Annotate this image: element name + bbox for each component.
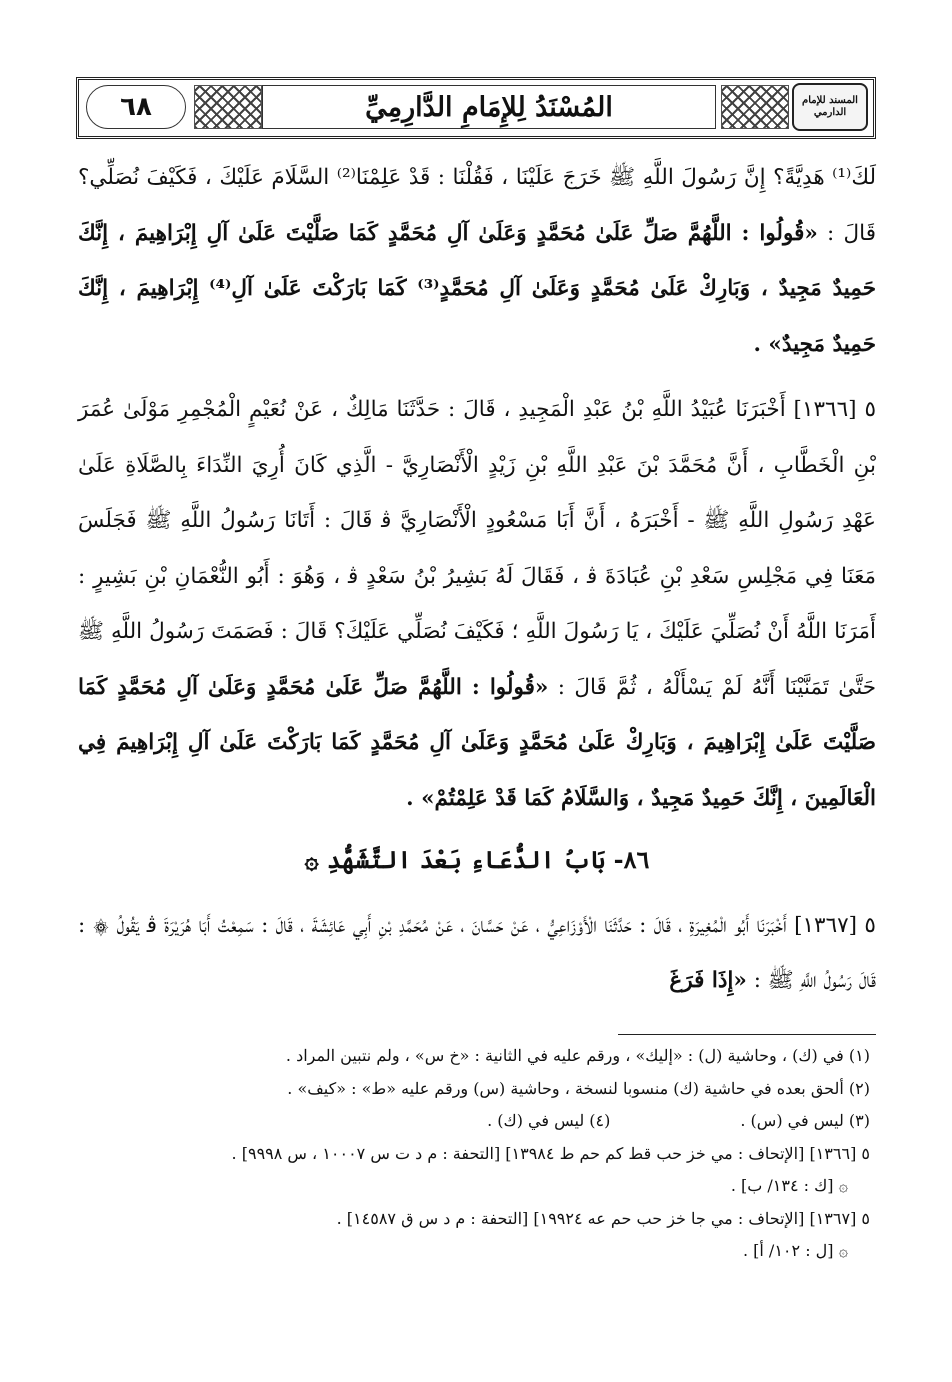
hadith-1366-text: ٥ [١٣٦٦] أَخْبَرَنَا عُبَيْدُ اللَّهِ بْنُ عَبْدِ الْمَجِيدِ ، قَالَ : حَدَّثَنَا مَالِكٌ ، عَنْ نُعَيْمٍ الْمُجْمِرِ مَوْلَىٰ عُمَرَ بْنِ الْخَطَّابِ ، أَنَّ مُحَمَّدَ بْنَ عَبْدِ اللَّهِ بْنِ زَيْدٍ الْأَنْصَارِيَّ - الَّذِي كَانَ أُرِيَ النِّدَاءَ بِالصَّلَاةِ عَلَىٰ عَهْدِ رَسُولِ اللَّهِ ﷺ - أَخْبَرَهُ ، أَنَّ أَبَا مَسْعُودٍ الْأَنْصَارِيَّ ﭬ قَالَ : أَتَانَا رَسُولُ اللَّهِ ﷺ فَجَلَسَ مَعَنَا فِي مَجْلِسِ سَعْدِ بْنِ عُبَادَةَ ﭬ ، فَقَالَ لَهُ بَشِيرُ بْنُ سَعْدٍ ﭬ ، وَهُوَ : أَبُو النُّعْمَانِ بْنِ بَشِيرٍ : أَمَرَنَا اللَّهُ أَنْ نُصَلِّيَ عَلَيْكَ ، يَا رَسُولَ اللَّهِ ؛ فَكَيْفَ نُصَلِّي عَلَيْكَ؟ قَالَ : فَصَمَتَ رَسُولُ اللَّهِ ﷺ حَتَّىٰ تَمَنَّيْنَا أَنَّهُ لَمْ يَسْأَلْهُ ، ثُمَّ قَالَ : [78,397,876,700]
footnote-divider [618,1034,876,1035]
ornament-left-icon [194,85,262,129]
running-header [76,77,876,139]
hadith-1367-quote: «إِذَا فَرَغَ [669,968,747,993]
chapter-heading: ٨٦- بَابُ الدُّعَاءِ بَعْدَ التَّشَهُّدِ ۞ [304,845,650,874]
takhrij-1367: ٥ [١٣٦٧] [الإتحاف : مي جا خز حب حم عه ١٩٩٢٤] [التحفة : م د س ق ١٤٥٨٧] . [336,1208,870,1228]
takhrij-1366: ٥ [١٣٦٦] [الإتحاف : مي خز حب قط كم حم ط ١٣٩٨٤] [التحفة : م د ت س ١٠٠٠٧ ، س ٩٩٩٨] . [231,1143,870,1163]
footnote-4: (٤) ليس في (ك) . [487,1111,611,1130]
footnote-1: (١) في (ك) ، وحاشية (ل) : «إليك» ، ورقم عليه في الثانية : «خ س» ، ولم نتبين المراد . [285,1046,870,1065]
ornament-right-icon [721,85,789,129]
hadith-1367 [78,898,876,1009]
paragraph-1-quote: «قُولُوا : اللَّهُمَّ صَلِّ عَلَىٰ مُحَمَّدٍ وَعَلَىٰ آلِ مُحَمَّدٍ كَمَا صَلَّيْتَ عَلَىٰ آلِ إِبْرَاهِيمَ ، إِنَّكَ حَمِيدٌ مَجِيدٌ ، وَبَارِكْ عَلَىٰ مُحَمَّدٍ وَعَلَىٰ آلِ مُحَمَّدٍ⁽³⁾ كَمَا بَارَكْتَ عَلَىٰ آلِ⁽⁴⁾ إِبْرَاهِيمَ ، إِنَّكَ حَمِيدٌ مَجِيدٌ» . [78,220,876,357]
footnote-3: (٣) ليس في (س) . [740,1111,870,1130]
hadith-1367-text: ٥ [١٣٦٧] أَخْبَرَنَا أَبُو الْمُغِيرَةِ ، قَالَ : حَدَّثَنَا الْأَوْزَاعِيُّ ، عَنْ حَسَّانَ ، عَنْ مُحَمَّدِ بْنِ أَبِي عَائِشَةَ ، قَالَ : سَمِعْتُ أَبَا هُرَيْرَةَ ﭬ يَقُولُ ۞ : قَالَ رَسُولُ اللَّهِ ﷺ : [78,912,876,993]
page-number: ٦٨ [86,85,186,129]
book-seal-logo: المسند للإمام الدارمي [792,83,868,131]
main-text [78,150,876,1009]
hadith-1366-quote: «قُولُوا : اللَّهُمَّ صَلِّ عَلَىٰ مُحَمَّدٍ وَعَلَىٰ آلِ مُحَمَّدٍ كَمَا صَلَّيْتَ عَلَىٰ إِبْرَاهِيمَ ، وَبَارِكْ عَلَىٰ مُحَمَّدٍ وَعَلَىٰ آلِ مُحَمَّدٍ كَمَا بَارَكْتَ عَلَىٰ آلِ إِبْرَاهِيمَ فِي الْعَالَمِينَ ، إِنَّكَ حَمِيدٌ مَجِيدٌ ، وَالسَّلَامُ كَمَا قَدْ عَلِمْتُمْ» . [78,674,876,811]
manuscript-ref-2: ۞ [ل : ١٠٢/ أ] . [742,1241,848,1260]
paragraph-1 [78,150,876,372]
footnotes [150,1040,870,1268]
manuscript-ref-1: ۞ [ك : ١٣٤/ ب] . [730,1176,848,1195]
running-title: المُسْنَدُ لِلإِمَامِ الدَّارِمِيِّ [262,85,716,129]
footnote-2: (٢) ألحق بعده في حاشية (ك) منسوبا لنسخة ، وحاشية (س) ورقم عليه «ط» : «كيف» . [287,1078,870,1098]
hadith-1366 [78,382,876,826]
paragraph-1-text: لَكَ⁽¹⁾ هَدِيَّةً؟ إِنَّ رَسُولَ اللَّهِ ﷺ خَرَجَ عَلَيْنَا ، فَقُلْنَا : قَدْ عَلِمْنَا⁽²⁾ السَّلَامَ عَلَيْكَ ، فَكَيْفَ نُصَلِّي؟ قَالَ : [78,165,876,246]
footnote-3-4 [150,1105,870,1138]
